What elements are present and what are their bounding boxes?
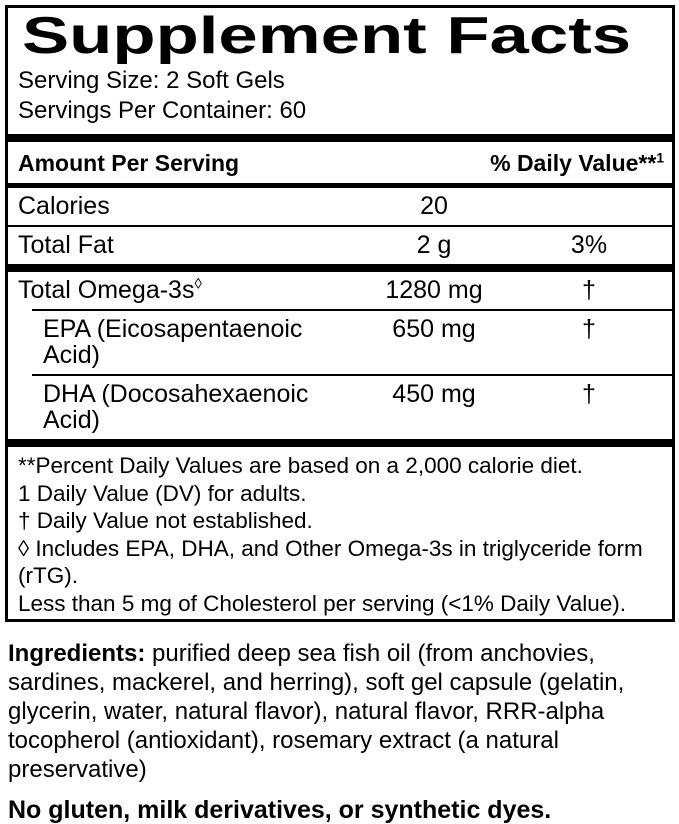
footnotes-section — [16, 447, 664, 617]
nutrient-name: DHA (Docosahexaenoic Acid) — [43, 380, 309, 434]
supplement-facts-panel — [5, 5, 675, 622]
footnote-cholesterol: Less than 5 mg of Cholesterol per serving (<1% Daily Value). — [18, 590, 627, 616]
ingredients-section — [8, 639, 673, 784]
table-header-row — [16, 142, 664, 183]
nutrient-daily-value: † — [582, 380, 596, 408]
nutrient-amount: 1280 mg — [385, 276, 483, 304]
row-total-omega3s — [16, 272, 664, 309]
thick-separator — [8, 264, 672, 272]
footnote-dv-adults: 1 Daily Value (DV) for adults. — [18, 480, 307, 506]
nutrient-daily-value: † — [582, 315, 596, 343]
nutrient-amount: 650 mg — [392, 315, 476, 343]
servings-per-container: Servings Per Container: 60 — [18, 97, 307, 124]
row-epa — [16, 311, 664, 374]
thick-separator — [8, 134, 672, 142]
footnote-lozenge: ◊ Includes EPA, DHA, and Other Omega-3s in triglyceride form (rTG). — [18, 535, 643, 588]
nutrient-daily-value: 3% — [570, 231, 608, 259]
row-total-fat — [16, 227, 664, 264]
daily-value-footnote-marker: 1 — [656, 150, 664, 166]
amount-per-serving-header: Amount Per Serving — [18, 150, 240, 176]
nutrient-name-text: Total Omega-3s — [18, 276, 195, 304]
serving-size: Serving Size: 2 Soft Gels — [18, 67, 285, 94]
ingredients-label: Ingredients: — [8, 640, 146, 667]
panel-title: Supplement Facts — [22, 7, 632, 65]
daily-value-header-text: % Daily Value** — [490, 150, 657, 176]
footnote-dagger: † Daily Value not established. — [18, 508, 313, 533]
nutrient-name: Calories — [18, 192, 110, 220]
lozenge-footnote-marker: ◊ — [194, 275, 202, 293]
footnote-percent-dv: **Percent Daily Values are based on a 2,000 calorie diet. — [18, 453, 583, 478]
nutrient-amount: 20 — [420, 192, 448, 220]
nutrient-name: Total Fat — [18, 231, 114, 259]
nutrient-amount: 450 mg — [392, 380, 476, 408]
row-dha — [16, 376, 664, 439]
nutrient-daily-value: † — [582, 276, 596, 304]
allergen-statement: No gluten, milk derivatives, or synthetic dyes. — [8, 796, 552, 824]
nutrient-amount: 2 g — [416, 231, 452, 259]
nutrient-name: EPA (Eicosapentaenoic Acid) — [43, 315, 303, 369]
nutrient-name — [18, 277, 354, 303]
thick-separator — [8, 439, 672, 447]
row-calories — [16, 188, 664, 225]
ingredients-text: purified deep sea fish oil (from anchovies, sardines, mackerel, and herring), soft gel capsule (gelatin, glycerin, water, natural flavor), natural flavor, RRR-alpha tocopherol (antioxidant), rosemary extract (a natural preservative) — [8, 640, 625, 783]
daily-value-header — [239, 150, 664, 176]
